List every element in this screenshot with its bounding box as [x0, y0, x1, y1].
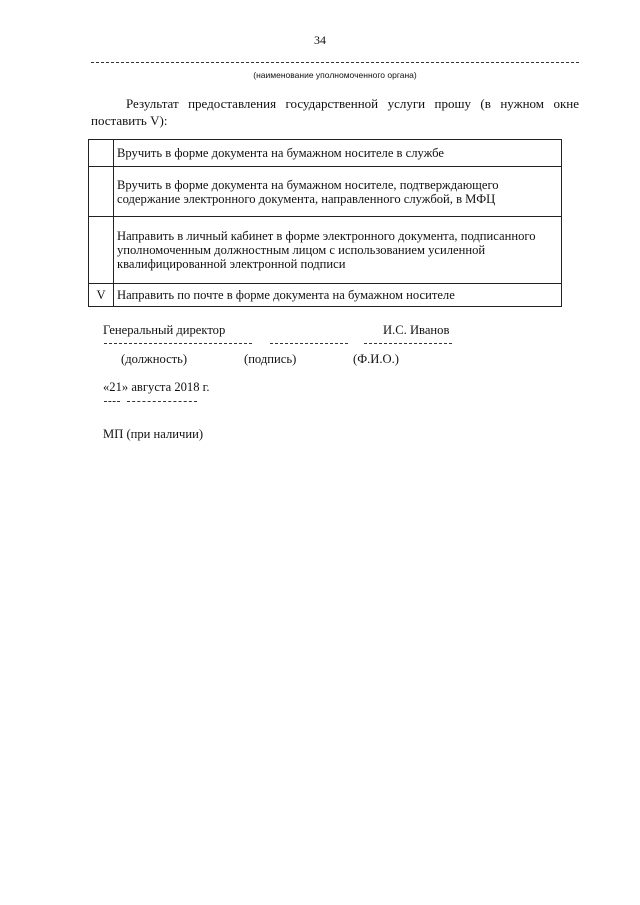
position-underline — [104, 343, 252, 344]
signature-caption: (подпись) — [244, 352, 297, 366]
option-checkbox-cell[interactable] — [89, 140, 114, 167]
seal-note: МП (при наличии) — [103, 427, 204, 441]
authority-underline — [91, 62, 579, 63]
signature-underline — [270, 343, 348, 344]
option-checkbox-cell[interactable] — [89, 217, 114, 284]
request-text: Результат предоставления государственной услуги прошу (в нужном окне поставить V): — [91, 96, 579, 128]
option-row — [89, 140, 562, 167]
signer-position: Генеральный директор — [103, 323, 226, 337]
signing-date: «21» августа 2018 г. — [103, 380, 210, 394]
position-caption: (должность) — [121, 352, 188, 366]
option-row — [89, 284, 562, 307]
date-month-underline — [127, 401, 197, 402]
option-checkbox-cell[interactable]: V — [89, 284, 114, 307]
signer-name: И.С. Иванов — [383, 323, 450, 337]
date-day-underline — [104, 401, 120, 402]
option-label: Направить в личный кабинет в форме электронного документа, подписанного уполномоченным должностным лицом с использованием усиленной квалифицированной электронной подписи — [114, 217, 562, 284]
option-row — [89, 167, 562, 217]
result-options-table — [88, 139, 562, 307]
option-label: Вручить в форме документа на бумажном носителе, подтверждающего содержание электронного документа, направленного службой, в МФЦ — [114, 167, 562, 217]
option-label: Вручить в форме документа на бумажном носителе в службе — [114, 140, 562, 167]
option-checkbox-cell[interactable] — [89, 167, 114, 217]
option-label: Направить по почте в форме документа на бумажном носителе — [114, 284, 562, 307]
option-row — [89, 217, 562, 284]
page-number: 34 — [314, 33, 326, 47]
authority-caption: (наименование уполномоченного органа) — [253, 70, 417, 80]
name-underline — [364, 343, 452, 344]
name-caption: (Ф.И.О.) — [353, 352, 399, 366]
